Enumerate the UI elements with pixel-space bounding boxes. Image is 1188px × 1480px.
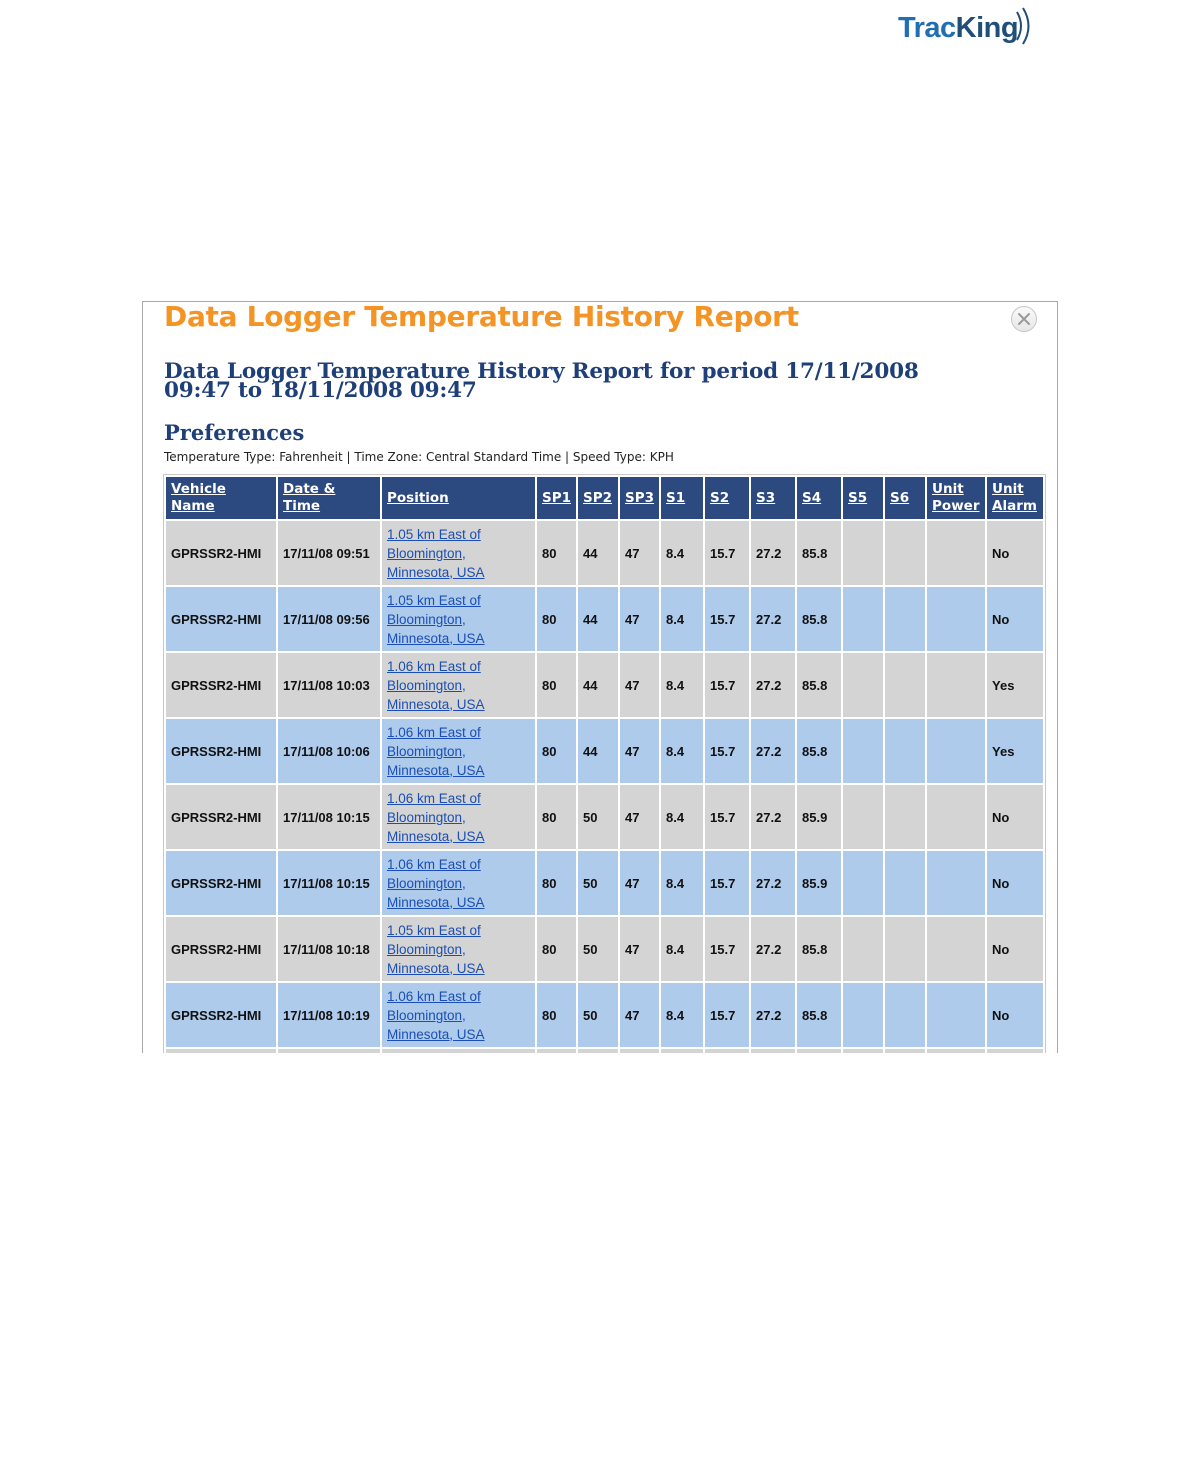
signal-waves-icon — [1014, 4, 1036, 48]
cell-s1: 8.4 — [661, 785, 703, 849]
cell-s4: 85.9 — [797, 785, 841, 849]
column-header-unit-power[interactable]: Unit Power — [927, 477, 985, 519]
table-row — [166, 851, 1043, 915]
cell-vehicle: GPRSSR2-HMI — [166, 785, 276, 849]
cell-s3: 27.2 — [751, 653, 795, 717]
cell-s6 — [885, 983, 925, 1047]
cell-datetime: 17/11/08 10:06 — [278, 719, 380, 783]
cell-unit-alarm: Yes — [987, 653, 1043, 717]
cell-sp3: 47 — [620, 521, 659, 585]
cell-datetime: 17/11/08 09:51 — [278, 521, 380, 585]
cell-s5 — [843, 785, 883, 849]
cell-s3: 27.2 — [751, 521, 795, 585]
position-link[interactable]: 1.06 km East of Bloomington, Minnesota, USA — [387, 790, 485, 844]
report-subtitle: Data Logger Temperature History Report for period 17/11/2008 09:47 to 18/11/2008 09:47 — [164, 359, 919, 403]
cell-s5 — [843, 719, 883, 783]
cell-s2: 15.7 — [705, 587, 749, 651]
cell-s4: 85.8 — [797, 521, 841, 585]
cell-s1: 8.4 — [661, 917, 703, 981]
cell-unit-alarm: No — [987, 587, 1043, 651]
cell-sp1: 80 — [537, 587, 576, 651]
cell-sp2: 44 — [578, 719, 618, 783]
cell-sp1: 80 — [537, 653, 576, 717]
table-header-row — [166, 477, 1043, 519]
cell-s1: 8.4 — [661, 587, 703, 651]
cell-s5 — [843, 983, 883, 1047]
cell-sp3: 47 — [620, 917, 659, 981]
cell-sp3: 47 — [620, 653, 659, 717]
table-row — [166, 719, 1043, 783]
cell-datetime: 17/11/08 10:15 — [278, 851, 380, 915]
cell-s3: 27.2 — [751, 785, 795, 849]
cell-sp3: 47 — [620, 785, 659, 849]
cell-datetime: 17/11/08 10:18 — [278, 917, 380, 981]
cell-s1: 8.4 — [661, 719, 703, 783]
cell-sp2: 44 — [578, 521, 618, 585]
table-row — [166, 587, 1043, 651]
cell-s6 — [885, 521, 925, 585]
cell-s6 — [885, 719, 925, 783]
cell-unit-alarm: No — [987, 983, 1043, 1047]
report-table — [164, 475, 1045, 1053]
table-row — [166, 785, 1043, 849]
cell-s4: 85.8 — [797, 719, 841, 783]
cell-position — [382, 983, 535, 1047]
cell-vehicle: GPRSSR2-HMI — [166, 587, 276, 651]
column-header-date-time[interactable]: Date & Time — [278, 477, 380, 519]
cell-s6 — [885, 653, 925, 717]
cell-vehicle: GPRSSR2-HMI — [166, 983, 276, 1047]
cell-s2: 15.7 — [705, 983, 749, 1047]
cell-datetime: 17/11/08 10:19 — [278, 983, 380, 1047]
cell-s4: 85.8 — [797, 587, 841, 651]
cell-position — [382, 587, 535, 651]
position-link[interactable]: 1.05 km East of Bloomington, Minnesota, USA — [387, 922, 485, 976]
cell-s6 — [885, 851, 925, 915]
cell-unit-power — [927, 785, 985, 849]
tracking-logo — [898, 6, 1036, 50]
cell-unit-power — [927, 851, 985, 915]
cell-sp3: 47 — [620, 851, 659, 915]
cell-position — [382, 785, 535, 849]
cell-vehicle: GPRSSR2-HMI — [166, 653, 276, 717]
cell-s3: 27.2 — [751, 587, 795, 651]
cell-s4: 85.8 — [797, 653, 841, 717]
table-row — [166, 521, 1043, 585]
cell-sp2: 50 — [578, 983, 618, 1047]
cell-s6 — [885, 785, 925, 849]
cell-position — [382, 653, 535, 717]
cell-s1: 8.4 — [661, 653, 703, 717]
column-header-sp2[interactable]: SP2 — [578, 477, 618, 519]
cell-sp1: 80 — [537, 917, 576, 981]
column-header-unit-alarm[interactable]: Unit Alarm — [987, 477, 1043, 519]
cell-sp2: 44 — [578, 653, 618, 717]
cell-unit-alarm: No — [987, 851, 1043, 915]
cell-sp1: 80 — [537, 785, 576, 849]
table-row-partial — [166, 1049, 1043, 1053]
cell-s2: 15.7 — [705, 653, 749, 717]
column-header-position[interactable]: Position — [382, 477, 535, 519]
position-link[interactable]: 1.06 km East of Bloomington, Minnesota, USA — [387, 724, 485, 778]
cell-s5 — [843, 851, 883, 915]
cell-vehicle: GPRSSR2-HMI — [166, 521, 276, 585]
cell-sp3: 47 — [620, 587, 659, 651]
cell-unit-alarm: Yes — [987, 719, 1043, 783]
cell-datetime: 17/11/08 10:03 — [278, 653, 380, 717]
cell-s5 — [843, 917, 883, 981]
table-row — [166, 983, 1043, 1047]
cell-unit-alarm: No — [987, 917, 1043, 981]
close-icon — [1012, 307, 1036, 331]
cell-sp2: 44 — [578, 587, 618, 651]
column-header-s5[interactable]: S5 — [843, 477, 883, 519]
logo-text — [898, 6, 1018, 50]
cell-position — [382, 719, 535, 783]
cell-sp2: 50 — [578, 917, 618, 981]
cell-unit-power — [927, 719, 985, 783]
position-link[interactable]: 1.05 km East of Bloomington, Minnesota, USA — [387, 592, 485, 646]
close-button[interactable] — [1011, 306, 1037, 332]
cell-s5 — [843, 521, 883, 585]
cell-unit-alarm: No — [987, 521, 1043, 585]
cell-unit-alarm: No — [987, 785, 1043, 849]
column-header-s4[interactable]: S4 — [797, 477, 841, 519]
cell-s2: 15.7 — [705, 785, 749, 849]
cell-sp3: 47 — [620, 719, 659, 783]
position-link[interactable]: 1.05 km East of Bloomington, Minnesota, USA — [387, 526, 485, 580]
cell-sp1: 80 — [537, 983, 576, 1047]
cell-s2: 15.7 — [705, 851, 749, 915]
position-link[interactable]: 1.06 km East of Bloomington, Minnesota, USA — [387, 856, 485, 910]
position-link[interactable]: 1.06 km East of Bloomington, Minnesota, USA — [387, 658, 485, 712]
column-header-s6[interactable]: S6 — [885, 477, 925, 519]
cell-datetime: 17/11/08 10:15 — [278, 785, 380, 849]
cell-sp1: 80 — [537, 851, 576, 915]
cell-s3: 27.2 — [751, 851, 795, 915]
preferences-heading: Preferences — [164, 420, 305, 445]
cell-sp1: 80 — [537, 521, 576, 585]
cell-sp1: 80 — [537, 719, 576, 783]
table-row — [166, 917, 1043, 981]
logo-king: King — [955, 12, 1019, 44]
cell-s3: 27.2 — [751, 917, 795, 981]
cell-unit-power — [927, 521, 985, 585]
cell-vehicle: GPRSSR2-HMI — [166, 917, 276, 981]
cell-s5 — [843, 653, 883, 717]
position-link[interactable]: 1.06 km East of Bloomington, Minnesota, USA — [387, 988, 485, 1042]
column-header-s2[interactable]: S2 — [705, 477, 749, 519]
column-header-sp3[interactable]: SP3 — [620, 477, 659, 519]
column-header-vehicle-name[interactable]: Vehicle Name — [166, 477, 276, 519]
cell-s2: 15.7 — [705, 917, 749, 981]
cell-s6 — [885, 917, 925, 981]
cell-s1: 8.4 — [661, 851, 703, 915]
cell-unit-power — [927, 983, 985, 1047]
cell-s1: 8.4 — [661, 521, 703, 585]
cell-sp2: 50 — [578, 785, 618, 849]
report-dialog — [142, 301, 1058, 1053]
cell-datetime: 17/11/08 09:56 — [278, 587, 380, 651]
cell-s4: 85.8 — [797, 917, 841, 981]
column-header-sp1[interactable]: SP1 — [537, 477, 576, 519]
cell-vehicle: GPRSSR2-HMI — [166, 851, 276, 915]
logo-trac: Trac — [898, 12, 956, 44]
table-row — [166, 653, 1043, 717]
cell-s4: 85.8 — [797, 983, 841, 1047]
cell-s1: 8.4 — [661, 983, 703, 1047]
column-header-s3[interactable]: S3 — [751, 477, 795, 519]
cell-unit-power — [927, 653, 985, 717]
cell-s3: 27.2 — [751, 719, 795, 783]
cell-position — [382, 851, 535, 915]
cell-position — [382, 917, 535, 981]
cell-vehicle: GPRSSR2-HMI — [166, 719, 276, 783]
column-header-s1[interactable]: S1 — [661, 477, 703, 519]
cell-s4: 85.9 — [797, 851, 841, 915]
cell-s2: 15.7 — [705, 719, 749, 783]
cell-s5 — [843, 587, 883, 651]
cell-unit-power — [927, 917, 985, 981]
preferences-line: Temperature Type: Fahrenheit | Time Zone: Central Standard Time | Speed Type: KPH — [164, 450, 674, 464]
cell-position — [382, 521, 535, 585]
cell-s3: 27.2 — [751, 983, 795, 1047]
cell-unit-power — [927, 587, 985, 651]
cell-s2: 15.7 — [705, 521, 749, 585]
cell-s6 — [885, 587, 925, 651]
dialog-title: Data Logger Temperature History Report — [164, 301, 799, 333]
cell-sp3: 47 — [620, 983, 659, 1047]
cell-sp2: 50 — [578, 851, 618, 915]
